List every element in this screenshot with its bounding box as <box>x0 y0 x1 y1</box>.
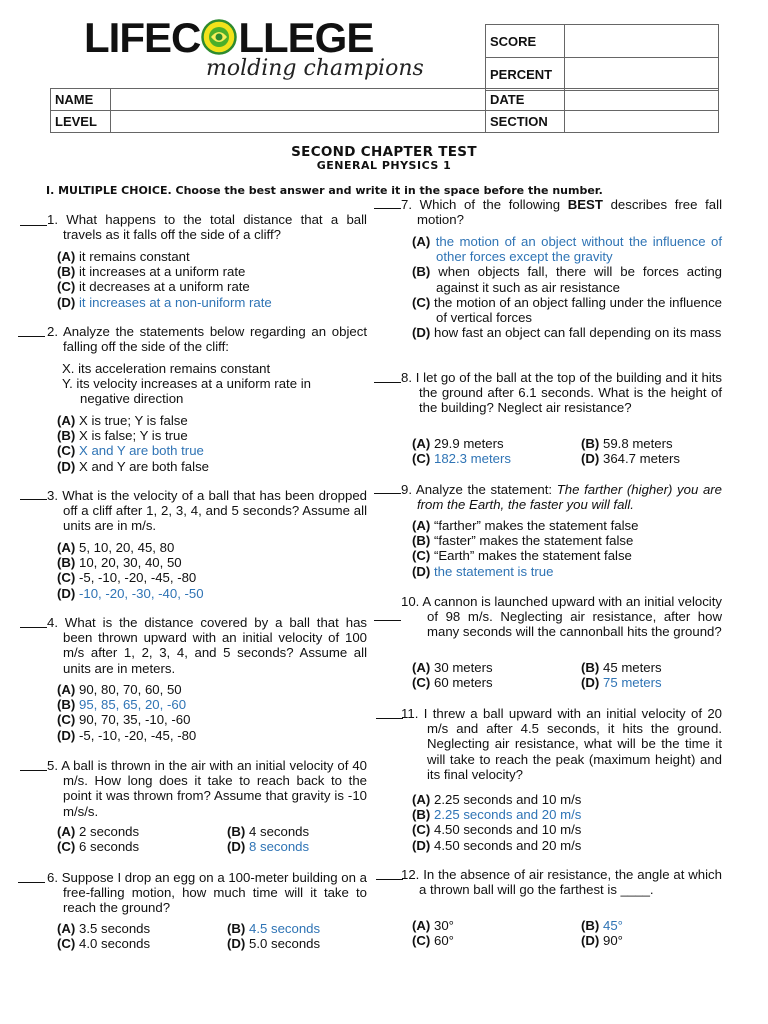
option-5c[interactable]: (C) 6 seconds <box>57 839 140 854</box>
option-6d[interactable]: (D) 5.0 seconds <box>227 936 321 951</box>
option-12c[interactable]: (C) 60° <box>412 933 454 948</box>
option-2d[interactable]: (D) X and Y are both false <box>57 458 210 474</box>
option-4a[interactable]: (A) 90, 80, 70, 60, 50 <box>57 682 182 697</box>
option-10d[interactable]: (D) 75 meters <box>581 675 662 690</box>
question-4: 4. What is the distance covered by a ball that has been thrown upward with an initial velocity of 100 m/s after 1, 2, 3, 4, and 5 seconds? Assume all units are in meters. <box>47 615 367 676</box>
options-2 <box>57 413 209 474</box>
question-6: 6. Suppose I drop an egg on a 100-meter building on a free-falling motion, how much time will it take to reach the ground? <box>47 870 367 916</box>
option-7a[interactable]: (A) the motion of an object without the influence of other forces except the gravity <box>412 234 722 265</box>
logo-wordmark: LIFEC LLEGE <box>84 14 374 61</box>
answer-blank-4[interactable] <box>20 627 47 628</box>
option-3c[interactable]: (C) -5, -10, -20, -45, -80 <box>57 570 197 586</box>
option-10a[interactable]: (A) 30 meters <box>412 660 493 675</box>
section-field[interactable] <box>565 111 719 133</box>
option-7c[interactable]: (C) the motion of an object falling under the influence of vertical forces <box>412 294 722 326</box>
question-1: 1. What happens to the total distance that a ball travels as it falls off the side of a cliff? <box>47 212 367 243</box>
options-8 <box>412 436 722 468</box>
options-4 <box>57 682 196 743</box>
option-10b[interactable]: (B) 45 meters <box>581 660 662 675</box>
seal-icon <box>201 19 237 55</box>
option-7d[interactable]: (D) how fast an object can fall depending on its mass <box>412 325 722 341</box>
option-2a[interactable]: (A) X is true; Y is false <box>57 413 188 428</box>
score-label: SCORE <box>486 25 565 58</box>
option-1b[interactable]: (B) it increases at a uniform rate <box>57 264 246 280</box>
options-6 <box>57 921 357 953</box>
name-label: NAME <box>51 89 111 111</box>
option-9b[interactable]: (B) “faster” makes the statement false <box>412 533 634 549</box>
option-9a[interactable]: (A) “farther” makes the statement false <box>412 518 639 533</box>
question-12: 12. In the absence of air resistance, the angle at which a thrown ball will go the farthest is ____. <box>401 867 722 898</box>
option-4c[interactable]: (C) 90, 70, 35, -10, -60 <box>57 712 191 728</box>
option-11d[interactable]: (D) 4.50 seconds and 20 m/s <box>412 837 582 853</box>
options-3 <box>57 540 204 601</box>
option-12a[interactable]: (A) 30° <box>412 918 454 933</box>
answer-blank-9[interactable] <box>374 493 401 494</box>
option-9d[interactable]: (D) the statement is true <box>412 563 554 579</box>
date-label: DATE <box>486 89 565 111</box>
options-7 <box>412 234 722 340</box>
date-field[interactable] <box>565 89 719 111</box>
statements-2 <box>62 361 362 407</box>
option-7b[interactable]: (B) when objects fall, there will be forces acting against it such as air resistance <box>412 264 722 295</box>
answer-blank-10[interactable] <box>374 620 401 621</box>
test-subject: GENERAL PHYSICS 1 <box>316 159 452 172</box>
level-label: LEVEL <box>51 111 111 133</box>
option-11b[interactable]: (B) 2.25 seconds and 20 m/s <box>412 807 582 823</box>
options-10 <box>412 660 722 692</box>
options-1 <box>57 249 272 310</box>
option-10c[interactable]: (C) 60 meters <box>412 675 493 690</box>
question-8: 8. I let go of the ball at the top of the building and it hits the ground after 6.1 seconds. What is the height of the building? Neglect air resistance? <box>401 370 722 416</box>
options-11 <box>412 792 581 853</box>
option-4b[interactable]: (B) 95, 85, 65, 20, -60 <box>57 697 187 713</box>
answer-blank-2[interactable] <box>18 336 45 337</box>
option-5a[interactable]: (A) 2 seconds <box>57 824 140 839</box>
question-7: 7. Which of the following BEST describes free fall motion? <box>401 197 722 228</box>
option-3a[interactable]: (A) 5, 10, 20, 45, 80 <box>57 540 175 555</box>
option-2c[interactable]: (C) X and Y are both true <box>57 443 204 459</box>
question-3: 3. What is the velocity of a ball that has been dropped off a cliff after 1, 2, 3, 4, and 5 seconds? Assume all units are in m/s. <box>47 488 367 534</box>
options-12 <box>412 918 722 950</box>
option-1c[interactable]: (C) it decreases at a uniform rate <box>57 279 250 295</box>
statement-y: Y. its velocity increases at a uniform rate in negative direction <box>62 376 311 407</box>
statement-x: X. its acceleration remains constant <box>62 361 271 376</box>
info-table <box>50 88 719 133</box>
option-6c[interactable]: (C) 4.0 seconds <box>57 936 151 951</box>
options-5 <box>57 824 357 856</box>
option-12d[interactable]: (D) 90° <box>581 933 623 948</box>
option-3d[interactable]: (D) -10, -20, -30, -40, -50 <box>57 585 204 601</box>
level-field[interactable] <box>111 111 486 133</box>
option-8b[interactable]: (B) 59.8 meters <box>581 436 673 451</box>
question-9: 9. Analyze the statement: The farther (higher) you are from the Earth, the faster you will fall. <box>401 482 722 513</box>
test-title: SECOND CHAPTER TEST <box>291 144 477 160</box>
percent-field[interactable] <box>565 58 719 91</box>
option-9c[interactable]: (C) “Earth” makes the statement false <box>412 548 632 564</box>
option-4d[interactable]: (D) -5, -10, -20, -45, -80 <box>57 727 197 743</box>
option-1a[interactable]: (A) it remains constant <box>57 249 190 264</box>
option-8a[interactable]: (A) 29.9 meters <box>412 436 504 451</box>
option-8c[interactable]: (C) 182.3 meters <box>412 451 511 466</box>
instructions: I. MULTIPLE CHOICE. Choose the best answer and write it in the space before the number. <box>46 184 603 197</box>
answer-blank-7[interactable] <box>374 208 401 209</box>
percent-label: PERCENT <box>486 58 565 91</box>
option-6a[interactable]: (A) 3.5 seconds <box>57 921 151 936</box>
question-11: 11. I threw a ball upward with an initial velocity of 20 m/s and after 4.5 seconds, it hits the ground. Neglecting air resistance, what will be the time it will take to reach the peak (maximum height) and its final velocity? <box>401 706 722 782</box>
option-2b[interactable]: (B) X is false; Y is true <box>57 428 188 444</box>
option-12b[interactable]: (B) 45° <box>581 918 623 933</box>
school-logo <box>84 14 424 94</box>
answer-blank-8[interactable] <box>374 382 401 383</box>
option-1d[interactable]: (D) it increases at a non-uniform rate <box>57 294 272 310</box>
section-label: SECTION <box>486 111 565 133</box>
question-10: 10. A cannon is launched upward with an initial velocity of 98 m/s. Neglecting air resistance, after how many seconds will the cannonball hits the ground? <box>401 594 722 640</box>
answer-blank-6[interactable] <box>18 882 45 883</box>
option-5d[interactable]: (D) 8 seconds <box>227 839 310 854</box>
option-11c[interactable]: (C) 4.50 seconds and 10 m/s <box>412 822 582 838</box>
score-table <box>485 24 719 91</box>
answer-blank-1[interactable] <box>20 225 47 226</box>
question-2: 2. Analyze the statements below regarding an object falling off the side of the cliff: <box>47 324 367 355</box>
option-11a[interactable]: (A) 2.25 seconds and 10 m/s <box>412 792 582 807</box>
question-5: 5. A ball is thrown in the air with an initial velocity of 40 m/s. How long does it take to reach back to the point it was thrown from? Assume that gravity is -10 m/s/s. <box>47 758 367 819</box>
answer-blank-5[interactable] <box>20 770 47 771</box>
logo-tagline: molding champions <box>206 56 424 81</box>
options-9 <box>412 518 638 579</box>
answer-blank-12[interactable] <box>376 879 403 880</box>
name-field[interactable] <box>111 89 486 111</box>
option-6b[interactable]: (B) 4.5 seconds <box>227 921 321 936</box>
answer-blank-11[interactable] <box>376 718 403 719</box>
answer-blank-3[interactable] <box>20 499 47 500</box>
option-5b[interactable]: (B) 4 seconds <box>227 824 310 839</box>
option-8d[interactable]: (D) 364.7 meters <box>581 451 680 466</box>
score-field[interactable] <box>565 25 719 58</box>
option-3b[interactable]: (B) 10, 20, 30, 40, 50 <box>57 555 182 571</box>
